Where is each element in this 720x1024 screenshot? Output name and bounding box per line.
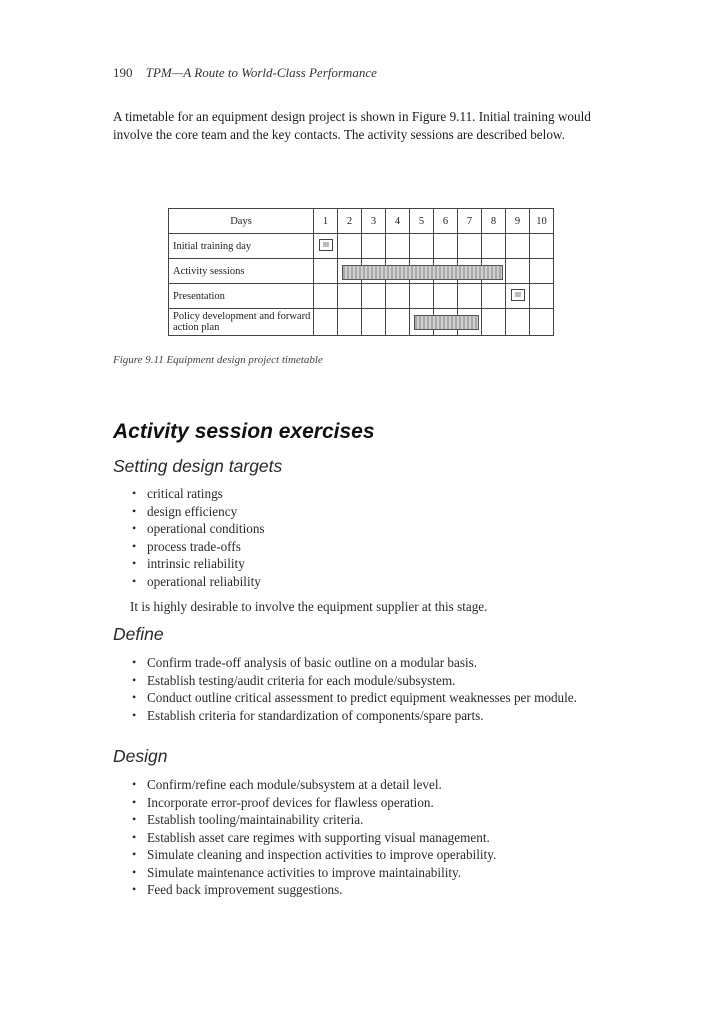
day-gridline (481, 234, 482, 258)
timetable-box (319, 239, 333, 251)
list-item: • Establish tooling/maintainability criteria. (130, 811, 620, 829)
day-header: 4 (386, 209, 410, 234)
day-gridline (481, 284, 482, 308)
timetable-box (511, 289, 525, 301)
page-number: 190 (113, 65, 133, 80)
bullet-list (130, 654, 620, 724)
day-gridline (505, 259, 506, 283)
subsection-title: Define (113, 624, 164, 644)
day-gridline (337, 259, 338, 283)
figure-caption: Figure 9.11 Equipment design project timetable (113, 354, 323, 366)
list-item: • Confirm trade-off analysis of basic outline on a modular basis. (130, 654, 620, 672)
days-header: Days (169, 209, 314, 234)
list-item: • Establish criteria for standardization of components/spare parts. (130, 707, 620, 725)
timetable-row (169, 259, 554, 284)
list-item: • Conduct outline critical assessment to predict equipment weaknesses per module. (130, 689, 620, 707)
day-header: 8 (482, 209, 506, 234)
row-label: Activity sessions (169, 259, 314, 284)
day-gridline (337, 234, 338, 258)
day-header: 2 (338, 209, 362, 234)
list-item: • operational reliability (130, 573, 265, 591)
day-gridline (529, 234, 530, 258)
day-gridline (409, 284, 410, 308)
list-item: • Feed back improvement suggestions. (130, 881, 620, 899)
day-gridline (385, 284, 386, 308)
day-gridline (529, 259, 530, 283)
list-item: • intrinsic reliability (130, 555, 265, 573)
subsection-title: Setting design targets (113, 456, 283, 476)
list-item: • Establish testing/audit criteria for each module/subsystem. (130, 672, 620, 690)
timetable-row (169, 284, 554, 309)
list-item: • operational conditions (130, 520, 265, 538)
bullet-list (130, 776, 620, 899)
stage-note: It is highly desirable to involve the equipment supplier at this stage. (130, 599, 488, 614)
row-label: Presentation (169, 284, 314, 309)
bullet-list (130, 485, 265, 590)
timetable-bar (414, 315, 479, 330)
list-item: • Simulate cleaning and inspection activities to improve operability. (130, 846, 620, 864)
list-item: • process trade-offs (130, 538, 265, 556)
list-item: • Confirm/refine each module/subsystem at a detail level. (130, 776, 620, 794)
day-gridline (505, 284, 506, 308)
day-gridline (385, 309, 386, 335)
day-gridline (457, 284, 458, 308)
day-gridline (361, 284, 362, 308)
day-gridline (505, 234, 506, 258)
day-gridline (361, 234, 362, 258)
day-gridline (505, 309, 506, 335)
day-gridline (337, 284, 338, 308)
day-header: 1 (314, 209, 338, 234)
day-gridline (529, 284, 530, 308)
list-item: • design efficiency (130, 503, 265, 521)
page-header (113, 65, 377, 81)
day-header: 6 (434, 209, 458, 234)
day-header: 5 (410, 209, 434, 234)
timetable-header-row (169, 209, 554, 234)
project-timetable (168, 208, 554, 336)
day-gridline (385, 234, 386, 258)
day-gridline (361, 309, 362, 335)
row-label: Initial training day (169, 234, 314, 259)
timetable-row (169, 234, 554, 259)
day-gridline (457, 234, 458, 258)
subsection-title: Design (113, 746, 168, 766)
day-gridline (433, 284, 434, 308)
day-gridline (409, 309, 410, 335)
list-item: • Incorporate error-proof devices for flawless operation. (130, 794, 620, 812)
list-item: • Establish asset care regimes with supporting visual management. (130, 829, 620, 847)
day-gridline (529, 309, 530, 335)
day-header: 10 (530, 209, 554, 234)
day-gridline (409, 234, 410, 258)
day-gridline (433, 234, 434, 258)
list-item: • Simulate maintenance activities to improve maintainability. (130, 864, 620, 882)
timetable-bar (342, 265, 503, 280)
intro-paragraph: A timetable for an equipment design project is shown in Figure 9.11. Initial training would involve the core team and the key contacts. The activity sessions are described below. (113, 109, 591, 142)
timetable-row (169, 309, 554, 336)
running-title: TPM—A Route to World-Class Performance (145, 65, 377, 80)
day-gridline (481, 309, 482, 335)
row-label: Policy development and forward action plan (169, 309, 314, 336)
day-header: 9 (506, 209, 530, 234)
day-gridline (337, 309, 338, 335)
list-item: • critical ratings (130, 485, 265, 503)
day-header: 7 (458, 209, 482, 234)
day-header: 3 (362, 209, 386, 234)
section-title: Activity session exercises (113, 420, 375, 443)
